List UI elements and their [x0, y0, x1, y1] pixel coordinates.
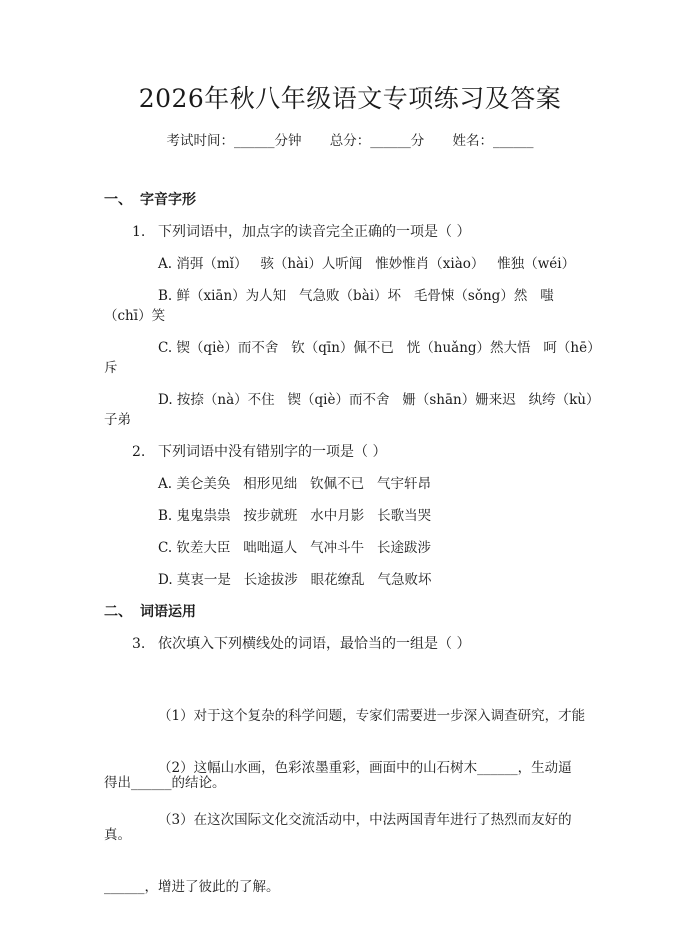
q2-option-a: A. 美仑美奂 相形见绌 钦佩不已 气宇轩昂 [158, 476, 431, 492]
q1-option-c-continued: 斥 [104, 360, 118, 376]
q3-sentence-3 [104, 770, 596, 937]
q2-option-c: C. 钦差大臣 咄咄逼人 气冲斗牛 长途跋涉 [158, 540, 432, 556]
question-number: 3. [132, 636, 146, 652]
section-title: 词语运用 [140, 604, 196, 620]
exam-score: 总分：______分 [329, 133, 425, 149]
question-text: 下列词语中，加点字的读音完全正确的一项是（ ） [158, 224, 471, 240]
question-text: 依次填入下列横线处的词语，最恰当的一组是（ ） [158, 636, 471, 652]
section-heading [104, 602, 196, 622]
sentence-line: 得出______的结论。 [104, 775, 226, 791]
question-3 [132, 634, 470, 654]
section-number: 一、 [104, 192, 132, 208]
student-name: 姓名：______ [452, 133, 534, 149]
sentence-line: ______，增进了彼此的了解。 [104, 879, 280, 895]
question-number: 2. [132, 444, 146, 460]
sentence-line: （1）对于这个复杂的科学问题，专家们需要进一步深入调查研究，才能 [158, 708, 586, 724]
q2-option-d: D. 莫衷一是 长途拔涉 眼花缭乱 气急败坏 [158, 572, 432, 588]
q1-option-a: A. 消弭（mǐ） 骇（hài）人听闻 惟妙惟肖（xiào） 惟独（wéi） [158, 256, 576, 272]
q1-option-c: C. 锲（qiè）而不舍 钦（qīn）佩不已 恍（huǎng）然大悟 呵（hē） [158, 340, 601, 356]
q2-option-b: B. 鬼鬼祟祟 按步就班 水中月影 长歌当哭 [158, 508, 432, 524]
sentence-line: 真。 [104, 827, 131, 843]
question-1 [132, 222, 470, 242]
exam-time: 考试时间：______分钟 [166, 133, 302, 149]
question-number: 1. [132, 224, 146, 240]
sentence-line: （2）这幅山水画，色彩浓墨重彩，画面中的山石树木______，生动逼 [158, 760, 572, 776]
q1-option-b: B. 鲜（xiān）为人知 气急败（bài）坏 毛骨悚（sǒng）然 嗤 [158, 288, 554, 304]
section-title: 字音字形 [140, 192, 196, 208]
exam-meta [0, 131, 700, 151]
section-heading [104, 190, 196, 210]
question-2 [132, 442, 386, 462]
page-title: 2026年秋八年级语文专项练习及答案 [138, 84, 562, 113]
q1-option-b-continued: （chī）笑 [104, 308, 166, 324]
q1-option-d-continued: 子弟 [104, 412, 131, 428]
question-text: 下列词语中没有错别字的一项是（ ） [158, 444, 387, 460]
sentence-line: （3）在这次国际文化交流活动中，中法两国青年进行了热烈而友好的 [158, 812, 572, 828]
section-number: 二、 [104, 604, 132, 620]
q1-option-d: D. 按捺（nà）不住 锲（qiè）而不舍 姗（shān）姗来迟 纨绔（kù） [158, 392, 600, 408]
